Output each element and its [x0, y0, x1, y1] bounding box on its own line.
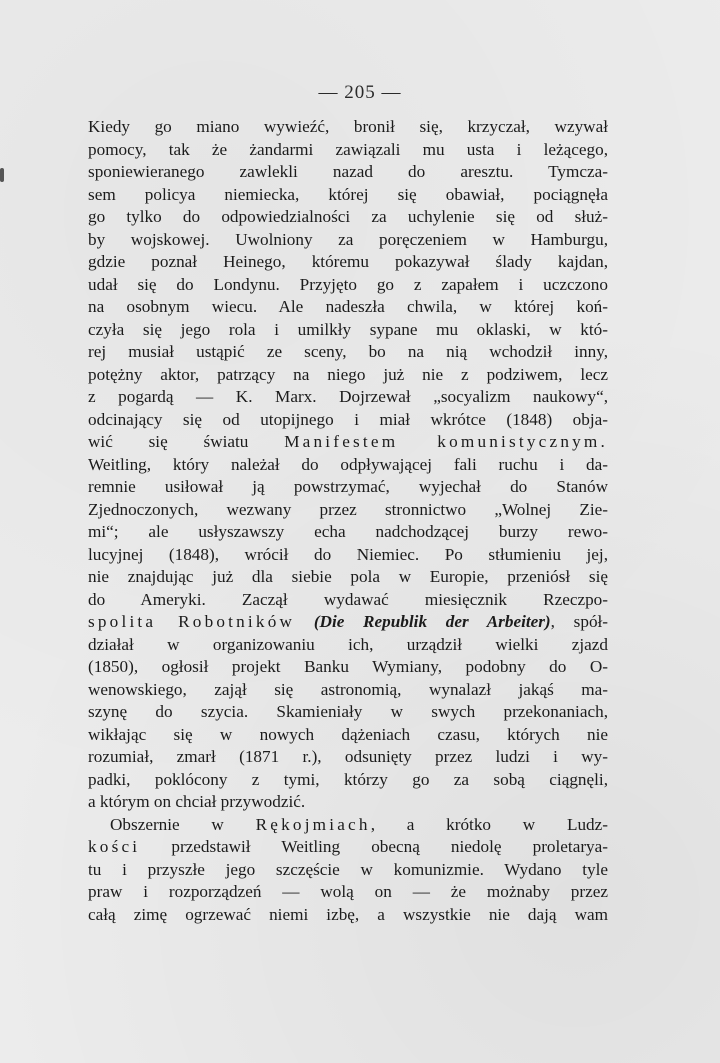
text-line: a którym on chciał przywodzić. [88, 792, 306, 811]
margin-mark [0, 168, 4, 182]
text-line: sem policya niemiecka, której się obawiał, pociągnęła [88, 184, 608, 204]
text-line: rej musiał ustąpić ze sceny, bo na nią wchodził inny, [88, 342, 608, 361]
text-run: , a krótko w Ludz- [370, 814, 608, 834]
text-line: nie znajdując już dla siebie pola w Europie, przeniósł się [88, 567, 608, 586]
text-line: odcinający się od utopijnego i miał wkrótce (1848) obja- [88, 409, 608, 429]
text-line: całą zimę ogrzewać niemi izbę, a wszystkie nie dają wam [88, 904, 608, 924]
text-line: na osobnym wiecu. Ale nadeszła chwila, w której koń- [88, 297, 608, 316]
text-line: praw i rozporządzeń — wolą on — że możnaby przez [88, 882, 608, 901]
text-line: udał się do Londynu. Przyjęto go z zapałem i uczczono [88, 274, 608, 294]
text-line: działał w organizowaniu ich, urządził wielki zjazd [88, 634, 608, 654]
text-line: wikłając się w nowych dążeniach czasu, których nie [88, 724, 608, 744]
text-line: sponiewieranego zawlekli nazad do aresztu. Tymcza- [88, 162, 608, 181]
text-line: Weitling, który należał do odpływającej fali ruchu i da- [88, 454, 608, 474]
text-line: tu i przyszłe jego szczęście w komunizmie. Wydano tyle [88, 859, 608, 879]
text-line: rozumiał, zmarł (1871 r.), odsunięty przez ludzi i wy- [88, 747, 608, 766]
text-line [88, 431, 608, 454]
text-line: potężny aktor, patrzący na niego już nie z podziwem, lecz [88, 364, 608, 384]
spaced-title: Rękojmiach [255, 814, 371, 834]
text-run: , spół- [550, 612, 608, 631]
text-line: szynę do szycia. Skamieniały w swych przekonaniach, [88, 702, 608, 721]
text-line [88, 836, 608, 859]
text-line: lucyjnej (1848), wrócił do Niemiec. Po stłumieniu jej, [88, 544, 608, 564]
text-line: czyła się jego rola i umilkły sypane mu oklaski, w któ- [88, 319, 608, 339]
body-text [88, 116, 608, 926]
spaced-title: kości [88, 837, 141, 856]
text-line: padki, poklócony z tymi, którzy go za sobą ciągnęli, [88, 769, 608, 789]
text-line: remnie usiłował ją powstrzymać, wyjechał do Stanów [88, 477, 608, 496]
text-run: przedstawił Weitling obecną niedolę proletarya- [140, 837, 608, 856]
spaced-title: Manifestem komunistycznym. [284, 432, 608, 451]
text-line: z pogardą — K. Marx. Dojrzewał „socyalizm naukowy“, [88, 387, 608, 406]
text-line: (1850), ogłosił projekt Banku Wymiany, podobny do O- [88, 657, 608, 676]
text-line: Zjednoczonych, wezwany przez stronnictwo „Wolnej Zie- [88, 499, 608, 519]
text-line: mi“; ale usłyszawszy echa nadchodzącej burzy rewo- [88, 522, 608, 541]
text-line: wenowskiego, zajął się astronomią, wynalazł jakąś ma- [88, 679, 608, 699]
text-run: Obszernie w [110, 814, 256, 834]
italic-title: (Die Republik der Arbeiter) [313, 612, 551, 631]
text-line: pomocy, tak że żandarmi zawiązali mu usta i leżącego, [88, 139, 608, 159]
text-line: do Ameryki. Zaczął wydawać miesięcznik Rzeczpo- [88, 589, 608, 609]
text-line: go tylko do odpowiedzialności za uchylenie się od służ- [88, 207, 608, 226]
text-line: by wojskowej. Uwolniony za poręczeniem w Hamburgu, [88, 229, 608, 249]
text-line [88, 814, 608, 837]
text-line: gdzie poznał Heinego, któremu pokazywał ślady kajdan, [88, 252, 608, 271]
text-line [88, 611, 608, 634]
text-run: wić się światu [88, 432, 285, 451]
page-number: — 205 — [318, 82, 402, 103]
text-line: Kiedy go miano wywieźć, bronił się, krzyczał, wzywał [88, 117, 608, 136]
spaced-title: spolita Robotników [88, 612, 296, 631]
